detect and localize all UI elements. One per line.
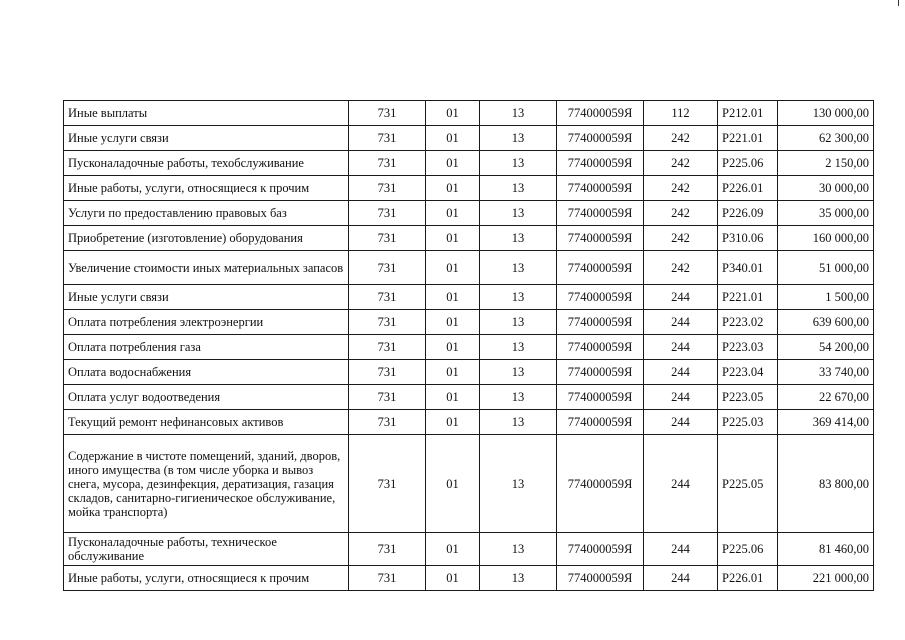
cell-amount: 81 460,00 [778,533,874,566]
cell-expense-type: 244 [644,410,718,435]
cell-subsection: 13 [480,310,557,335]
cell-expense-type: 244 [644,335,718,360]
cell-admin-code: 731 [349,335,426,360]
cell-kosgu: Р223.05 [718,385,778,410]
cell-amount: 1 500,00 [778,285,874,310]
cell-amount: 30 000,00 [778,176,874,201]
table-row [64,176,874,201]
cell-expense-name: Иные работы, услуги, относящиеся к прочим [64,176,349,201]
cell-subsection: 13 [480,360,557,385]
cell-expense-name: Оплата потребления электроэнергии [64,310,349,335]
cell-subsection: 13 [480,533,557,566]
cell-admin-code: 731 [349,251,426,285]
cell-amount: 160 000,00 [778,226,874,251]
cell-expense-name: Содержание в чистоте помещений, зданий, дворов, иного имущества (в том числе уборка и вывоз снега, мусора, дезинфекция, дератизация, газация складов, санитарно-гигиеническое обслуживание, мойка транспорта) [64,435,349,533]
cell-expense-name: Увеличение стоимости иных материальных запасов [64,251,349,285]
cell-amount: 369 414,00 [778,410,874,435]
table-row [64,410,874,435]
cell-subsection: 13 [480,410,557,435]
cell-expense-type: 242 [644,126,718,151]
cell-expense-type: 244 [644,385,718,410]
cell-expense-name: Услуги по предоставлению правовых баз [64,201,349,226]
cell-amount: 62 300,00 [778,126,874,151]
cell-expense-type: 244 [644,533,718,566]
cell-subsection: 13 [480,226,557,251]
cell-admin-code: 731 [349,151,426,176]
cell-expense-type: 242 [644,226,718,251]
budget-table [63,100,874,591]
table-row [64,285,874,310]
cell-target-article: 774000059Я [557,385,644,410]
cell-expense-name: Оплата услуг водоотведения [64,385,349,410]
cell-admin-code: 731 [349,566,426,591]
cell-expense-type: 242 [644,151,718,176]
cell-target-article: 774000059Я [557,435,644,533]
cell-section: 01 [426,566,480,591]
cell-amount: 2 150,00 [778,151,874,176]
table-row [64,533,874,566]
table-row [64,226,874,251]
cell-expense-name: Оплата водоснабжения [64,360,349,385]
cell-expense-name: Оплата потребления газа [64,335,349,360]
cell-admin-code: 731 [349,176,426,201]
table-row [64,310,874,335]
cell-target-article: 774000059Я [557,176,644,201]
cell-amount: 130 000,00 [778,101,874,126]
table-row [64,251,874,285]
cell-expense-name: Иные услуги связи [64,126,349,151]
cell-target-article: 774000059Я [557,566,644,591]
cell-amount: 35 000,00 [778,201,874,226]
cell-amount: 51 000,00 [778,251,874,285]
cell-subsection: 13 [480,566,557,591]
cell-section: 01 [426,285,480,310]
cell-kosgu: Р221.01 [718,285,778,310]
cell-kosgu: Р221.01 [718,126,778,151]
cell-subsection: 13 [480,101,557,126]
table-row [64,360,874,385]
table-row [64,151,874,176]
cell-expense-type: 242 [644,176,718,201]
cell-target-article: 774000059Я [557,226,644,251]
table-row [64,126,874,151]
cell-section: 01 [426,310,480,335]
cell-kosgu: Р225.05 [718,435,778,533]
cell-amount: 639 600,00 [778,310,874,335]
cell-admin-code: 731 [349,226,426,251]
table-body [64,101,874,591]
cell-kosgu: Р212.01 [718,101,778,126]
cell-section: 01 [426,410,480,435]
cell-target-article: 774000059Я [557,151,644,176]
cell-admin-code: 731 [349,201,426,226]
cell-admin-code: 731 [349,533,426,566]
cell-subsection: 13 [480,385,557,410]
cell-amount: 22 670,00 [778,385,874,410]
cell-expense-type: 242 [644,251,718,285]
cell-section: 01 [426,101,480,126]
cell-expense-type: 244 [644,435,718,533]
cell-target-article: 774000059Я [557,251,644,285]
cell-subsection: 13 [480,201,557,226]
cell-admin-code: 731 [349,126,426,151]
table-row [64,201,874,226]
cell-subsection: 13 [480,176,557,201]
cell-expense-name: Иные выплаты [64,101,349,126]
cell-admin-code: 731 [349,435,426,533]
cell-kosgu: Р225.03 [718,410,778,435]
table-row [64,101,874,126]
cell-target-article: 774000059Я [557,360,644,385]
cell-expense-name: Пусконаладочные работы, техобслуживание [64,151,349,176]
cell-kosgu: Р226.01 [718,566,778,591]
cell-target-article: 774000059Я [557,201,644,226]
cell-expense-type: 242 [644,201,718,226]
cell-expense-type: 244 [644,285,718,310]
cell-amount: 83 800,00 [778,435,874,533]
cell-admin-code: 731 [349,410,426,435]
cell-target-article: 774000059Я [557,285,644,310]
cell-subsection: 13 [480,435,557,533]
cell-target-article: 774000059Я [557,335,644,360]
cell-expense-type: 244 [644,310,718,335]
cell-amount: 33 740,00 [778,360,874,385]
cell-section: 01 [426,126,480,151]
cell-subsection: 13 [480,285,557,310]
cell-admin-code: 731 [349,360,426,385]
page-edge-mark [898,0,899,6]
cell-admin-code: 731 [349,385,426,410]
cell-expense-name: Текущий ремонт нефинансовых активов [64,410,349,435]
cell-target-article: 774000059Я [557,310,644,335]
cell-kosgu: Р340.01 [718,251,778,285]
cell-admin-code: 731 [349,101,426,126]
table-row [64,385,874,410]
cell-kosgu: Р226.09 [718,201,778,226]
cell-kosgu: Р226.01 [718,176,778,201]
cell-kosgu: Р223.03 [718,335,778,360]
cell-expense-name: Пусконаладочные работы, техническое обслуживание [64,533,349,566]
cell-target-article: 774000059Я [557,533,644,566]
cell-expense-type: 244 [644,360,718,385]
cell-expense-type: 112 [644,101,718,126]
cell-section: 01 [426,201,480,226]
cell-admin-code: 731 [349,310,426,335]
cell-expense-type: 244 [644,566,718,591]
cell-section: 01 [426,251,480,285]
table-row [64,335,874,360]
cell-section: 01 [426,176,480,201]
cell-kosgu: Р225.06 [718,151,778,176]
cell-kosgu: Р310.06 [718,226,778,251]
cell-kosgu: Р223.02 [718,310,778,335]
cell-expense-name: Иные услуги связи [64,285,349,310]
cell-subsection: 13 [480,126,557,151]
cell-amount: 54 200,00 [778,335,874,360]
cell-subsection: 13 [480,251,557,285]
table-row [64,566,874,591]
cell-target-article: 774000059Я [557,410,644,435]
cell-section: 01 [426,435,480,533]
cell-amount: 221 000,00 [778,566,874,591]
cell-expense-name: Приобретение (изготовление) оборудования [64,226,349,251]
cell-kosgu: Р225.06 [718,533,778,566]
cell-section: 01 [426,360,480,385]
cell-section: 01 [426,226,480,251]
cell-subsection: 13 [480,151,557,176]
cell-section: 01 [426,335,480,360]
cell-target-article: 774000059Я [557,126,644,151]
cell-kosgu: Р223.04 [718,360,778,385]
cell-subsection: 13 [480,335,557,360]
cell-section: 01 [426,533,480,566]
cell-section: 01 [426,151,480,176]
cell-expense-name: Иные работы, услуги, относящиеся к прочим [64,566,349,591]
cell-section: 01 [426,385,480,410]
table-row [64,435,874,533]
cell-admin-code: 731 [349,285,426,310]
cell-target-article: 774000059Я [557,101,644,126]
